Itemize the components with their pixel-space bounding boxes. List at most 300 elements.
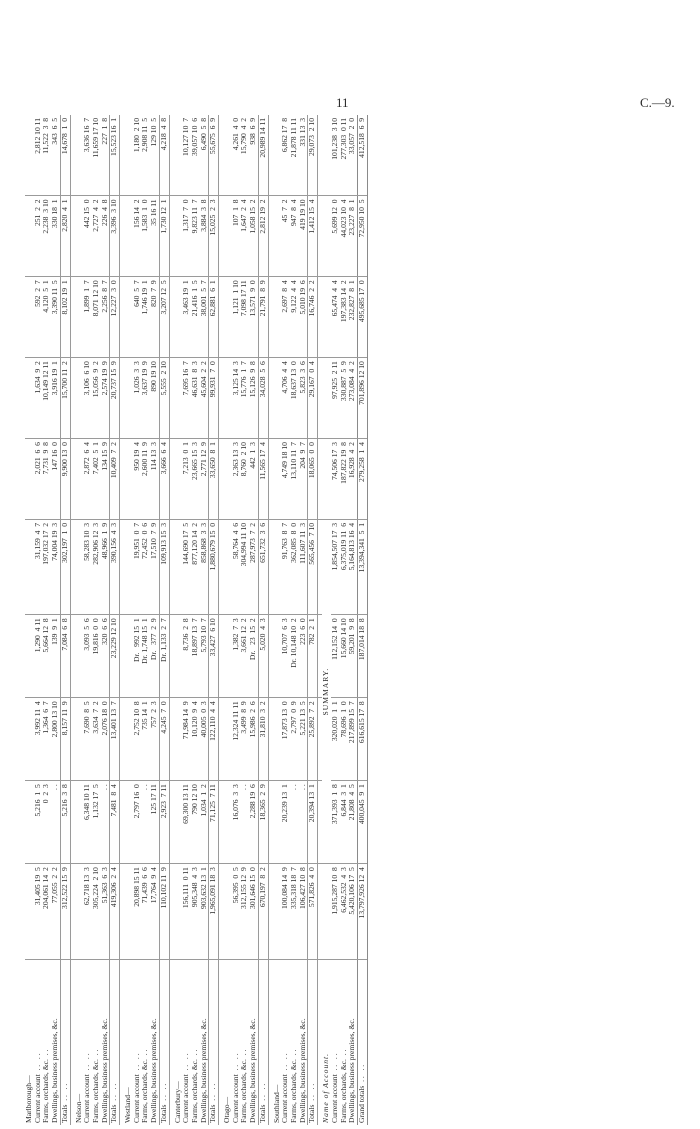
cell-value: 8,736 2 8 [182,615,191,698]
cell-value: 6,862 17 8 [281,115,290,196]
row-label: Totals . . . . [110,959,120,1125]
cell-value: 1,290 4 11 [34,615,43,698]
cell-value: 77,055 2 2 [51,864,60,959]
cell-value: 5,221 13 5 [299,698,308,781]
cell-value: 2,872 6 4 [83,439,92,520]
cell-value: 10,409 7 2 [110,439,120,520]
cell-value: 565,456 7 10 [308,519,318,614]
cell-value: 3,661 12 2 [240,615,249,698]
cell-value: 29,167 0 4 [308,358,318,439]
cell-value: 301,646 15 0 [249,864,258,959]
cell-value: 125 17 11 [150,781,159,864]
cell-value: 10,127 10 7 [182,115,191,196]
cell-value: 18,065 0 0 [308,439,318,520]
cell-value: 14,678 1 0 [60,115,70,196]
cell-value: 1,730 12 1 [159,196,169,277]
cell-value: 18,897 13 7 [191,615,200,698]
cell-value: 46,631 8 3 [191,358,200,439]
row-label: Current account . . . . [181,1053,191,1123]
cell-value: 2,021 6 6 [34,439,43,520]
cell-value: 55,675 6 9 [209,115,219,196]
cell-value: 279,258 1 4 [357,439,367,520]
cell-value: 91,763 8 7 [281,519,290,614]
cell-value: 1,965,091 18 3 [209,864,219,959]
cell-value: Dr. 23 15 2 [249,615,258,698]
cell-value: 2,256 8 7 [101,277,110,358]
cell-value: 858,868 3 3 [200,519,209,614]
cell-value: 2,697 8 4 [281,277,290,358]
cell-value: 495,685 17 0 [357,277,367,358]
cell-value: 273,084 4 2 [348,358,357,439]
cell-value: 947 8 4 [290,196,299,277]
cell-value: 48,966 1 9 [101,519,110,614]
cell-value: 2,076 18 0 [101,698,110,781]
cell-value: 2,600 11 9 [141,439,150,520]
cell-value: 227 1 8 [101,115,110,196]
cell-value: 15,776 1 7 [240,358,249,439]
row-label: Dwellings, business premises, &c. [347,1018,357,1123]
cell-value: 59,201 9 8 [348,615,357,698]
cell-value: 5,823 3 6 [299,358,308,439]
row-label: Current account . . . . [32,1053,42,1123]
rotated-table-container [25,115,635,1125]
cell-value: 21,808 4 5 [348,781,357,864]
cell-value: 312,155 12 9 [240,864,249,959]
cell-value: 5,216 3 8 [60,781,70,864]
cell-value: 2,574 19 9 [101,358,110,439]
cell-value: 7,084 6 8 [60,615,70,698]
cell-value: 110,102 11 9 [159,864,169,959]
cell-value: Dr. 992 15 1 [133,615,142,698]
cell-value: 13,571 9 0 [249,277,258,358]
cell-value: 903,632 13 1 [200,864,209,959]
cell-value: 12,324 11 11 [232,698,241,781]
cell-value: 16,928 4 2 [348,439,357,520]
cell-value: 670,197 8 2 [258,864,268,959]
row-label: Totals . . . . [209,959,219,1125]
row-label: Dwellings, business premises, &c. [99,1018,109,1123]
cell-value: 12,227 3 0 [110,277,120,358]
cell-value: . . [101,781,110,864]
row-label: Dwellings, business premises, &c. [248,1018,258,1123]
cell-value: 4,706 4 4 [281,358,290,439]
cell-value: 735 14 1 [141,698,150,781]
cell-value: 371,393 1 8 [331,781,340,864]
cell-value: 790 12 10 [191,781,200,864]
cell-value: 362,085 8 0 [290,519,299,614]
cell-value: 106,427 10 8 [299,864,308,959]
cell-value: 15,523 16 1 [110,115,120,196]
cell-value: 7,402 5 1 [92,439,101,520]
row-label: Southland— [271,1084,281,1123]
grand-totals-row [357,115,367,1125]
cell-value: 571,826 4 0 [308,864,318,959]
cell-value: . . [141,781,150,864]
cell-value: 2,812 10 11 [34,115,43,196]
cell-value: 8,071 12 10 [92,277,101,358]
row-label: Farms, orchards, &c. . . [41,1049,51,1123]
cell-value: 9,122 4 4 [290,277,299,358]
row-label: Totals . . . . [258,959,268,1125]
cell-value: 7,213 0 1 [182,439,191,520]
cell-value: 34,028 5 6 [258,358,268,439]
cell-value: 877,120 14 2 [191,519,200,614]
row-label: Farms, orchards, &c. . . [140,1049,150,1123]
cell-value: 5,216 1 5 [34,781,43,864]
cell-value: 97,925 2 11 [331,358,340,439]
cell-value: 1,899 1 7 [83,277,92,358]
cell-value: 226 4 8 [101,196,110,277]
cell-value: 62,881 6 1 [209,277,219,358]
cell-value: 38,001 5 7 [200,277,209,358]
cell-value: 312,522 15 9 [60,864,70,959]
cell-value: 820 7 9 [150,277,159,358]
cell-value: 109,913 15 3 [159,519,169,614]
cell-value: 11,565 17 4 [258,439,268,520]
cell-value: 114 13 3 [150,439,159,520]
cell-value: 16,746 2 2 [308,277,318,358]
cell-value: 1,132 17 5 [92,781,101,864]
row-label: Current account . . . . [280,1053,290,1123]
row-label: Current account . . . . [131,1053,141,1123]
cell-value: 7,695 16 7 [182,358,191,439]
cell-value: 45 7 2 [281,196,290,277]
cell-value: 302,197 1 0 [60,519,70,614]
cell-value: 6,348 10 11 [83,781,92,864]
cell-value: 65,474 4 4 [331,277,340,358]
cell-value: 11,522 3 8 [42,115,51,196]
cell-value: 7,481 8 4 [110,781,120,864]
cell-value: 412,518 6 9 [357,115,367,196]
cell-value: 1,121 1 10 [232,277,241,358]
cell-value: 905,348 4 3 [191,864,200,959]
cell-value: 3,637 19 9 [141,358,150,439]
cell-value: 1,634 9 2 [34,358,43,439]
table-row [249,115,258,1125]
cell-value: 15,126 9 8 [249,358,258,439]
cell-value: Dr. 377 2 9 [150,615,159,698]
cell-value: 44,023 10 4 [340,196,349,277]
cell-value: 20,239 13 1 [281,781,290,864]
cell-value: 1,058 15 2 [249,196,258,277]
cell-value: 305,224 2 10 [92,864,101,959]
cell-value: . . [290,781,299,864]
cell-value: 58,764 4 6 [232,519,241,614]
cell-value: 3,106 6 10 [83,358,92,439]
cell-value: 2,908 11 5 [141,115,150,196]
cell-value: 4,218 4 8 [159,115,169,196]
cell-value: 56,395 0 5 [232,864,241,959]
cell-value: 5,020 4 3 [258,615,268,698]
cell-value: 197,032 17 2 [42,519,51,614]
cell-value: 156,111 0 11 [182,864,191,959]
cell-value: 45,604 2 2 [200,358,209,439]
table-row [150,115,159,1125]
row-label: Farms, orchards, &c. . . [239,1049,249,1123]
cell-value: 3,884 3 8 [200,196,209,277]
totals-row [308,115,318,1125]
cell-value: 217,899 15 7 [348,698,357,781]
cell-value: 1,382 7 3 [232,615,241,698]
cell-value: 4,749 18 10 [281,439,290,520]
cell-value: 5,555 2 10 [159,358,169,439]
cell-value: 139 9 1 [51,615,60,698]
cell-value: 330 18 1 [51,196,60,277]
cell-value: 1,583 1 0 [141,196,150,277]
totals-row [258,115,268,1125]
cell-value: 335,318 18 7 [290,864,299,959]
cell-value: 1,915,287 10 8 [331,864,340,959]
cell-value: 13,797,926 12 4 [357,864,367,959]
row-label: Farms, orchards, &c. . . [288,1049,298,1123]
cell-value: 1,026 3 3 [133,358,142,439]
cell-value: 100,084 14 9 [281,864,290,959]
cell-value: 10,707 6 3 [281,615,290,698]
cell-value: 72,950 10 5 [357,196,367,277]
row-label: Current account . . . . [329,1053,339,1123]
cell-value: 187,014 18 8 [357,615,367,698]
cell-value: 9,900 13 0 [60,439,70,520]
cell-value: 419 19 10 [299,196,308,277]
cell-value: 4,261 4 0 [232,115,241,196]
cell-value: 10,120 9 4 [191,698,200,781]
cell-value: 2,288 19 6 [249,781,258,864]
cell-value: 320,020 1 1 [331,698,340,781]
cell-value: 2,820 4 1 [60,196,70,277]
cell-value: 13,394,341 5 1 [357,519,367,614]
cell-value: 23,229 12 10 [110,615,120,698]
row-label: Grand totals . . . . [357,959,367,1125]
totals-row [209,115,219,1125]
cell-value: 4,245 7 0 [159,698,169,781]
cell-value: 204 9 7 [299,439,308,520]
cell-value: 74,004 19 3 [51,519,60,614]
cell-value: 21,878 11 11 [290,115,299,196]
totals-row [60,115,70,1125]
cell-value: 640 5 7 [133,277,142,358]
cell-value: 147 16 0 [51,439,60,520]
cell-value: 197,383 14 2 [340,277,349,358]
cell-value: 33,650 8 1 [209,439,219,520]
cell-value: . . [240,781,249,864]
cell-value: 3,916 19 1 [51,358,60,439]
cell-value: 40,005 0 3 [200,698,209,781]
cell-value: 3,634 7 2 [92,698,101,781]
cell-value: 29,073 2 10 [308,115,318,196]
cell-value: 134 15 9 [101,439,110,520]
cell-value: 3,499 8 9 [240,698,249,781]
cell-value: Dr. 1,748 15 1 [141,615,150,698]
cell-value: 2,797 0 9 [290,698,299,781]
cell-value: Dr. 10,148 10 2 [290,615,299,698]
cell-value: 51,363 6 3 [101,864,110,959]
row-label: Totals . . . . [159,959,169,1125]
cell-value: 7,690 8 5 [83,698,92,781]
cell-value: 4,120 5 1 [42,277,51,358]
cell-value: 2,923 7 11 [159,781,169,864]
cell-value: 7,731 9 8 [42,439,51,520]
cell-value: 5,010 19 6 [299,277,308,358]
cell-value: 2,800 13 10 [51,698,60,781]
financial-table [25,115,368,1125]
cell-value: 1,317 7 0 [182,196,191,277]
cell-value: 17,510 7 9 [150,519,159,614]
cell-value: 8,760 2 10 [240,439,249,520]
cell-value: 442 1 3 [249,439,258,520]
cell-value: 111,607 11 3 [299,519,308,614]
cell-value: 6,375,019 11 6 [340,519,349,614]
cell-value: 31,159 4 7 [34,519,43,614]
cell-value: 5,699 12 0 [331,196,340,277]
cell-value: 17,873 13 0 [281,698,290,781]
cell-value: 2,771 12 9 [200,439,209,520]
cell-value: 112,152 14 0 [331,615,340,698]
cell-value: 20,737 15 9 [110,358,120,439]
cell-value: 938 6 9 [249,115,258,196]
cell-value: 2,363 13 3 [232,439,241,520]
cell-value: 21,791 8 9 [258,277,268,358]
cell-value: 3,636 16 7 [83,115,92,196]
cell-value: 1,647 2 4 [240,196,249,277]
cell-value: 616,615 17 8 [357,698,367,781]
page-number: 11 [336,95,349,110]
summary-heading: SUMMARY. [322,519,331,863]
cell-value: 223 6 0 [299,615,308,698]
cell-value: 71,125 7 11 [209,781,219,864]
cell-value: 72,452 0 6 [141,519,150,614]
cell-value: 2,812 19 2 [258,196,268,277]
cell-value: 69,300 13 11 [182,781,191,864]
cell-value: 21,416 1 5 [191,277,200,358]
cell-value: 232,827 8 1 [348,277,357,358]
cell-value: 15,025 2 3 [209,196,219,277]
cell-value: 20,898 15 11 [133,864,142,959]
cell-value: 156 14 2 [133,196,142,277]
cell-value: 343 6 5 [51,115,60,196]
cell-value: 2,797 16 0 [133,781,142,864]
row-label: Current account . . . . [82,1053,92,1123]
cell-value: 23,227 8 1 [348,196,357,277]
cell-value: 1,746 19 1 [141,277,150,358]
cell-value: 7,098 17 11 [240,277,249,358]
cell-value: 1,364 6 7 [42,698,51,781]
cell-value: 400,045 9 1 [357,781,367,864]
cell-value: 18,637 13 0 [290,358,299,439]
row-label: Canterbury— [172,1081,182,1123]
cell-value: 62,718 13 3 [83,864,92,959]
cell-value: 442 15 0 [83,196,92,277]
cell-value: 20,394 13 1 [308,781,318,864]
cell-value: 2,727 4 2 [92,196,101,277]
row-label: Farms, orchards, &c. . . [338,1049,348,1123]
cell-value: 5,420,106 17 5 [348,864,357,959]
cell-value: 3,666 6 4 [159,439,169,520]
cell-value: 3,093 5 6 [83,615,92,698]
cell-value: 1,180 2 10 [133,115,142,196]
cell-value: 277,303 0 11 [340,115,349,196]
cell-value: 122,110 4 4 [209,698,219,781]
row-label: Totals . . . . [308,959,318,1125]
cell-value: 287,973 7 2 [249,519,258,614]
row-label: Marlborough— [24,1075,33,1123]
row-label: Nelson— [73,1093,83,1123]
cell-value: 13,401 13 7 [110,698,120,781]
cell-value: 6,462,532 4 3 [340,864,349,959]
cell-value: 129 10 5 [150,115,159,196]
cell-value: 3,992 11 4 [34,698,43,781]
cell-value: 251 2 2 [34,196,43,277]
summary-column-label: Name of Account. [321,1052,331,1123]
row-label: Otago— [222,1096,232,1123]
cell-value: Dr. 1,133 2 7 [159,615,169,698]
cell-value: 144,690 17 5 [182,519,191,614]
cell-value: 20,989 14 11 [258,115,268,196]
cell-value: 3,463 19 1 [182,277,191,358]
row-label: Dwellings, business premises, &c. [297,1018,307,1123]
row-label: Farms, orchards, &c. . . [189,1049,199,1123]
cell-value: 5,664 12 8 [42,615,51,698]
cell-value: 71,439 6 6 [141,864,150,959]
cell-value: 331 13 3 [299,115,308,196]
cell-value: 1,854,507 17 3 [331,519,340,614]
cell-value: 6,844 3 1 [340,781,349,864]
cell-value: 19,816 0 0 [92,615,101,698]
cell-value: 782 2 1 [308,615,318,698]
cell-value: 282,906 12 3 [92,519,101,614]
cell-value: 31,405 19 5 [34,864,43,959]
cell-value: 15,790 4 2 [240,115,249,196]
cell-value: 320 6 6 [101,615,110,698]
cell-value: 330,887 5 9 [340,358,349,439]
totals-row [159,115,169,1125]
cell-value: 204,061 14 2 [42,864,51,959]
cell-value: 71,984 14 9 [182,698,191,781]
cell-value: 33,057 2 0 [348,115,357,196]
table-row [51,115,60,1125]
cell-value: 33,427 6 10 [209,615,219,698]
row-label: Westland— [123,1087,133,1123]
cell-value: . . [51,781,60,864]
cell-value: 35 16 11 [150,196,159,277]
cell-value: 1,412 15 4 [308,196,318,277]
cell-value: 17,764 9 4 [150,864,159,959]
row-label: Dwellings, business premises, &c. [50,1018,60,1123]
row-label: Current account . . . . [230,1053,240,1123]
cell-value: 8,157 11 9 [60,698,70,781]
totals-row [110,115,120,1125]
cell-value: 3,390 11 5 [51,277,60,358]
cell-value: 390,156 4 3 [110,519,120,614]
cell-value: 16,076 3 3 [232,781,241,864]
cell-value: 15,700 11 2 [60,358,70,439]
cell-value: 23,665 15 3 [191,439,200,520]
cell-value: 15,056 9 2 [92,358,101,439]
cell-value: 419,306 2 4 [110,864,120,959]
cell-value: 5,793 10 7 [200,615,209,698]
cell-value: 2,238 3 10 [42,196,51,277]
cell-value: 6,490 5 8 [200,115,209,196]
cell-value: 10,149 12 11 [42,358,51,439]
cell-value: 757 2 3 [150,698,159,781]
cell-value: 187,822 19 8 [340,439,349,520]
cell-value: 58,283 10 3 [83,519,92,614]
cell-value: 18,365 2 9 [258,781,268,864]
cell-value: 1,880,679 15 0 [209,519,219,614]
cell-value: 8,102 19 1 [60,277,70,358]
cell-value: 78,696 1 0 [340,698,349,781]
document-code: C.—9. [640,95,675,110]
row-label: Farms, orchards, &c. . . [90,1049,100,1123]
